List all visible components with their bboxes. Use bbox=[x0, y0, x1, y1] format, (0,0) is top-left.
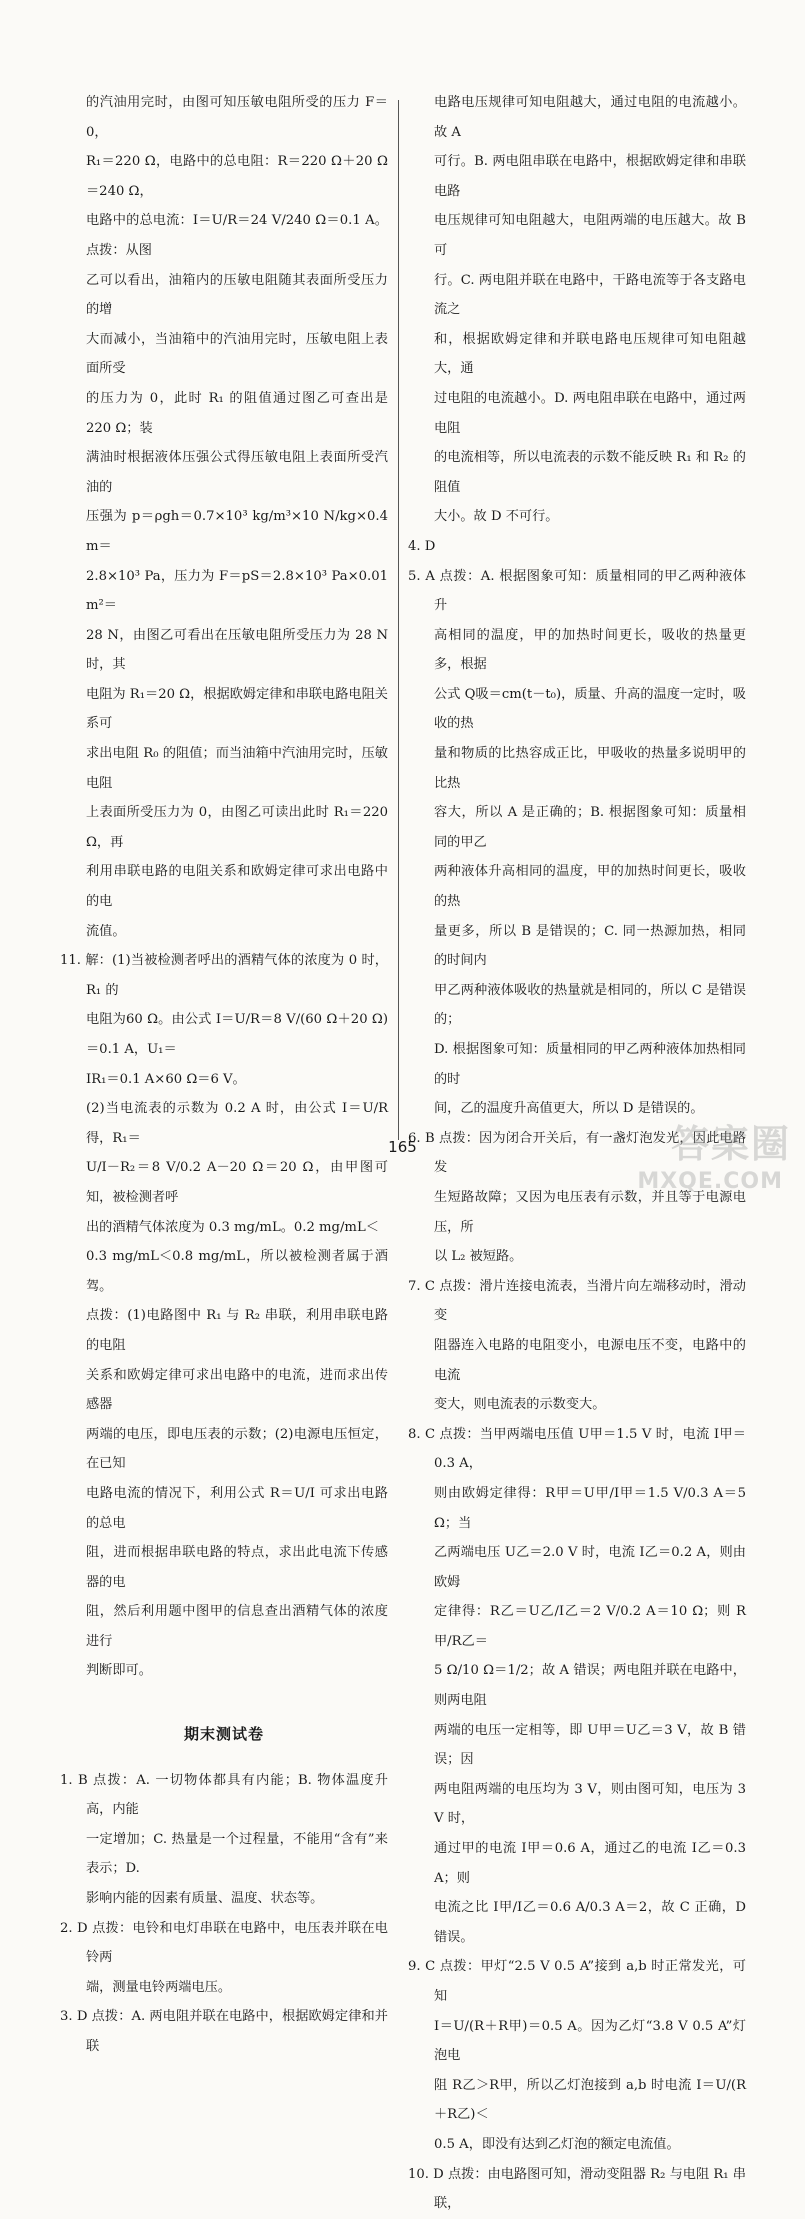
text-line: 电路中的总电流：I＝U/R＝24 V/240 Ω＝0.1 A。 点拨：从图 bbox=[86, 213, 388, 258]
text-line: 大而减小，当油箱中的汽油用完时，压敏电阻上表面所受 bbox=[86, 331, 388, 377]
text-line: 通过甲的电流 I甲＝0.6 A，通过乙的电流 I乙＝0.3 A；则 bbox=[434, 1841, 746, 1886]
text-line: 阻，进而根据串联电路的特点，求出此电流下传感器的电 bbox=[86, 1545, 388, 1590]
text-line: 关系和欧姆定律可求出电路中的电流，进而求出传感器 bbox=[86, 1367, 388, 1413]
text-line: 11. 解：(1)当被检测者呼出的酒精气体的浓度为 0 时，R₁ 的 bbox=[60, 953, 388, 998]
text-line: 上表面所受压力为 0，由图乙可读出此时 R₁＝220 Ω，再 bbox=[86, 805, 388, 850]
text-line: 则由欧姆定律得：R甲＝U甲/I甲＝1.5 V/0.3 A＝5 Ω；当 bbox=[434, 1485, 746, 1531]
text-line: 电阻为 R₁＝20 Ω，根据欧姆定律和串联电路电阻关系可 bbox=[86, 686, 388, 732]
text-line: 电阻为60 Ω。由公式 I＝U/R＝8 V/(60 Ω＋20 Ω)＝0.1 A，U₁＝ bbox=[86, 1012, 388, 1057]
text-line: 电压规律可知电阻越大，电阻两端的电压越大。故 B 可 bbox=[434, 213, 746, 258]
watermark-logo: 答案圈 bbox=[670, 1122, 791, 1166]
text-line: 的汽油用完时，由图可知压敏电阻所受的压力 F＝0， bbox=[86, 95, 388, 140]
text-line: 甲乙两种液体吸收的热量就是相同的，所以 C 是错误的； bbox=[434, 982, 746, 1028]
text-line: 2. D 点拨：电铃和电灯串联在电路中，电压表并联在电铃两 bbox=[60, 1920, 388, 1966]
text-line: 和，根据欧姆定律和并联电路电压规律可知电阻越大，通 bbox=[434, 331, 746, 377]
text-line: 3. D 点拨：A. 两电阻并联在电路中，根据欧姆定律和并联 bbox=[60, 2009, 388, 2054]
text-line: 间，乙的温度升高值更大，所以 D 是错误的。 bbox=[434, 1101, 704, 1117]
text-line: 求出电阻 R₀ 的阻值；而当油箱中汽油用完时，压敏电阻 bbox=[86, 746, 388, 791]
text-line: 10. D 点拨：由电路图可知，滑动变阻器 R₂ 与电阻 R₁ 串联， bbox=[408, 2166, 746, 2212]
text-line: 乙两端电压 U乙＝2.0 V 时，电流 I乙＝0.2 A，则由欧姆 bbox=[434, 1545, 746, 1590]
left-column bbox=[60, 88, 388, 2062]
text-line: 两端的电压一定相等，即 U甲＝U乙＝3 V，故 B 错误；因 bbox=[434, 1722, 746, 1768]
text-line: 5. A 点拨：A. 根据图象可知：质量相同的甲乙两种液体升 bbox=[408, 568, 746, 614]
page-number: 165 bbox=[388, 1138, 417, 1156]
text-line: IR₁＝0.1 A×60 Ω＝6 V。 bbox=[86, 1071, 246, 1087]
text-line: 生短路故障；又因为电压表有示数，并且等于电源电压，所 bbox=[434, 1189, 746, 1235]
text-line: 判断即可。 bbox=[86, 1663, 152, 1679]
text-line: 可行。B. 两电阻串联在电路中，根据欧姆定律和串联电路 bbox=[434, 154, 746, 199]
text-line: 的压力为 0，此时 R₁ 的阻值通过图乙可查出是 220 Ω；装 bbox=[86, 390, 388, 436]
text-line: 容大，所以 A 是正确的；B. 根据图象可知：质量相同的甲乙 bbox=[434, 805, 746, 850]
text-line: 影响内能的因素有质量、温度、状态等。 bbox=[86, 1891, 324, 1907]
text-line: 出的酒精气体浓度为 0.3 mg/mL。0.2 mg/mL＜ bbox=[86, 1219, 379, 1235]
text-line: 公式 Q吸＝cm(t－t₀)，质量、升高的温度一定时，吸收的热 bbox=[434, 686, 746, 732]
text-line: 满油时根据液体压强公式得压敏电阻上表面所受汽油的 bbox=[86, 450, 388, 495]
text-line: 点拨：(1)电路图中 R₁ 与 R₂ 串联，利用串联电路的电阻 bbox=[86, 1308, 388, 1353]
text-line: 9. C 点拨：甲灯“2.5 V 0.5 A”接到 a,b 时正常发光，可知 bbox=[408, 1959, 746, 2004]
text-line: 2.8×10³ Pa，压力为 F＝pS＝2.8×10³ Pa×0.01 m²＝ bbox=[86, 568, 388, 614]
text-line: 5 Ω/10 Ω＝1/2；故 A 错误；两电阻并联在电路中，则两电阻 bbox=[434, 1663, 746, 1709]
text-line: 电路电压规律可知电阻越大，通过电阻的电流越小。故 A bbox=[434, 95, 746, 140]
text-line: 两端的电压，即电压表的示数；(2)电源电压恒定，在已知 bbox=[86, 1426, 388, 1472]
text-line: 定律得：R乙＝U乙/I乙＝2 V/0.2 A＝10 Ω；则 R甲/R乙＝ bbox=[434, 1604, 746, 1649]
text-line: 以 L₂ 被短路。 bbox=[434, 1249, 523, 1265]
text-line: 量和物质的比热容成正比，甲吸收的热量多说明甲的比热 bbox=[434, 746, 746, 791]
text-line: 0.3 mg/mL＜0.8 mg/mL，所以被检测者属于酒驾。 bbox=[86, 1249, 388, 1294]
text-line: 电路电流的情况下，利用公式 R＝U/I 可求出电路的总电 bbox=[86, 1485, 388, 1531]
text-line: 一定增加；C. 热量是一个过程量，不能用“含有”来表示；D. bbox=[86, 1831, 388, 1877]
text-line: 大小。故 D 不可行。 bbox=[434, 509, 559, 525]
text-line: 量更多，所以 B 是错误的；C. 同一热源加热，相同的时间内 bbox=[434, 923, 746, 969]
text-line: 行。C. 两电阻并联在电路中，干路电流等于各支路电流之 bbox=[434, 272, 746, 318]
text-line: 变大，则电流表的示数变大。 bbox=[434, 1397, 606, 1413]
section-title: 期末测试卷 bbox=[183, 1725, 264, 1744]
text-line: 两电阻两端的电压均为 3 V，则由图可知，电压为 3 V 时， bbox=[434, 1781, 746, 1827]
text-line: 的电流相等，所以电流表的示数不能反映 R₁ 和 R₂ 的阻值 bbox=[434, 450, 746, 495]
text-line: R₁＝220 Ω，电路中的总电阻：R＝220 Ω＋20 Ω＝240 Ω， bbox=[86, 154, 388, 199]
column-divider bbox=[398, 100, 399, 1140]
text-line: 阻，然后利用题中图甲的信息查出酒精气体的浓度进行 bbox=[86, 1604, 388, 1649]
text-line: 电流之比 I甲/I乙＝0.6 A/0.3 A＝2，故 C 正确，D 错误。 bbox=[434, 1900, 746, 1945]
text-line: 阻 R乙＞R甲，所以乙灯泡接到 a,b 时电流 I＝U/(R＋R乙)＜ bbox=[434, 2077, 746, 2123]
text-line: D. 根据图象可知：质量相同的甲乙两种液体加热相同的时 bbox=[434, 1042, 746, 1087]
text-line: 压强为 p＝ρgh＝0.7×10³ kg/m³×10 N/kg×0.4 m＝ bbox=[86, 509, 388, 554]
text-line: (2)当电流表的示数为 0.2 A 时，由公式 I＝U/R 得，R₁＝ bbox=[86, 1101, 388, 1146]
text-line: 两种液体升高相同的温度，甲的加热时间更长，吸收的热 bbox=[434, 864, 746, 910]
text-line: I＝U/(R＋R甲)＝0.5 A。因为乙灯“3.8 V 0.5 A”灯泡电 bbox=[434, 2018, 746, 2064]
text-line: 高相同的温度，甲的加热时间更长，吸收的热量更多，根据 bbox=[434, 627, 746, 673]
text-line: 端，测量电铃两端电压。 bbox=[86, 1979, 232, 1995]
watermark-url: MXQE.COM bbox=[637, 1169, 783, 1194]
text-line: 7. C 点拨：滑片连接电流表，当滑片向左端移动时，滑动变 bbox=[408, 1278, 746, 1324]
text-line: U/I－R₂＝8 V/0.2 A－20 Ω＝20 Ω，由甲图可知，被检测者呼 bbox=[86, 1160, 388, 1205]
text-line: 流值。 bbox=[86, 923, 126, 939]
text-line: 28 N，由图乙可看出在压敏电阻所受压力为 28 N 时，其 bbox=[86, 627, 388, 673]
text-line: 0.5 A，即没有达到乙灯泡的额定电流值。 bbox=[434, 2136, 680, 2152]
text-line: 1. B 点拨：A. 一切物体都具有内能；B. 物体温度升高，内能 bbox=[60, 1772, 388, 1818]
text-line: 过电阻的电流越小。D. 两电阻串联在电路中，通过两电阻 bbox=[434, 390, 746, 436]
text-line: 8. C 点拨：当甲两端电压值 U甲＝1.5 V 时，电流 I甲＝0.3 A， bbox=[408, 1426, 746, 1472]
text-line: 乙可以看出，油箱内的压敏电阻随其表面所受压力的增 bbox=[86, 272, 388, 318]
text-line: 利用串联电路的电阻关系和欧姆定律可求出电路中的电 bbox=[86, 864, 388, 910]
text-line: 4. D bbox=[408, 538, 436, 554]
text-line: 6. B 点拨：因为闭合开关后，有一盏灯泡发光，因此电路发 bbox=[408, 1130, 746, 1176]
text-line: 阻器连入电路的电阻变小，电源电压不变，电路中的电流 bbox=[434, 1337, 746, 1383]
